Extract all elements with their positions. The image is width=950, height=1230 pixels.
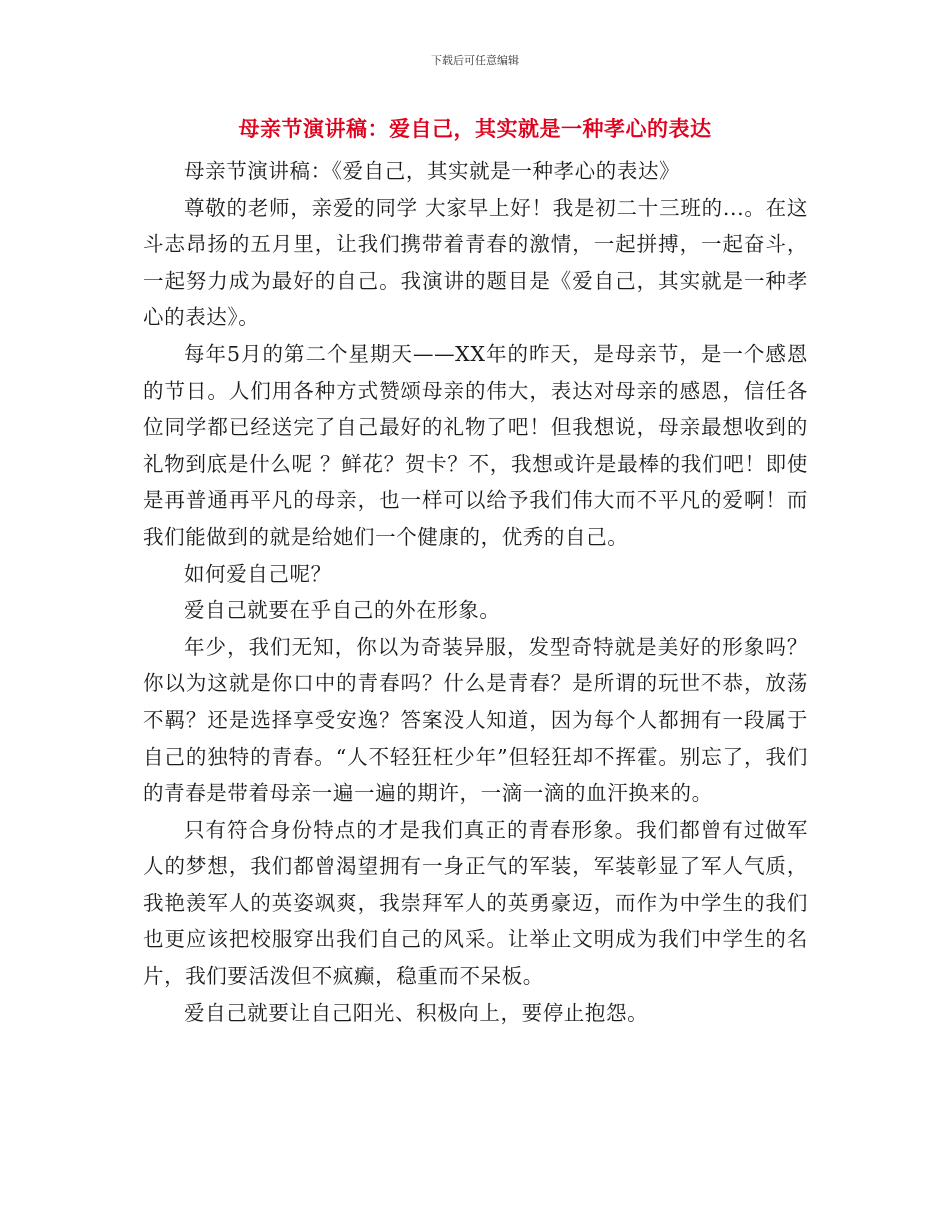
paragraph-mothers-day: 每年5月的第二个星期天——XX年的昨天，是母亲节，是一个感恩的节日。人们用各种方式赞颂母亲的伟大，表达对母亲的感恩，信任各位同学都已经送完了自己最好的礼物了吧！但我想说，母亲最想收到的礼物到底是什么呢 ？鲜花？贺卡？不，我想或许是最棒的我们吧！即使是再普通再平凡的母亲，也一样可以给予我们伟大而不平凡的爱啊！而我们能做到的就是给她们一个健康的，优秀的自己。 <box>143 341 808 549</box>
paragraph-identity: 只有符合身份特点的才是我们真正的青春形象。我们都曾有过做军人的梦想，我们都曾渴望拥有一身正气的军装，军装彰显了军人气质，我艳羡军人的英姿飒爽，我崇拜军人的英勇豪迈，而作为中学生的我们也更应该把校服穿出我们自己的风采。让举止文明成为我们中学生的名片，我们要活泼但不疯癫，稳重而不呆板。 <box>143 817 808 989</box>
paragraph-youth: 年少，我们无知，你以为奇装异服，发型奇特就是美好的形象吗？你以为这就是你口中的青春吗？什么是青春？是所谓的玩世不恭，放荡不羁？还是选择享受安逸？答案没人知道，因为每个人都拥有一段属于自己的独特的青春。“人不轻狂枉少年”但轻狂却不挥霍。别忘了，我们的青春是带着母亲一遍一遍的期许，一滴一滴的血汗换来的。 <box>143 634 808 806</box>
paragraph-point-positive: 爱自己就要让自己阳光、积极向上，要停止抱怨。 <box>184 1000 649 1025</box>
header-note: 下载后可任意编辑 <box>431 54 519 67</box>
paragraph-greeting: 尊敬的老师，亲爱的同学 大家早上好！我是初二十三班的...。在这斗志昂扬的五月里，让我们携带着青春的激情，一起拼搏，一起奋斗，一起努力成为最好的自己。我演讲的题目是《爱自己，其实就是一种孝心的表达》。 <box>143 195 808 330</box>
document-title: 母亲节演讲稿：爱自己，其实就是一种孝心的表达 <box>238 116 712 141</box>
paragraph-subtitle: 母亲节演讲稿：《爱自己，其实就是一种孝心的表达》 <box>184 159 681 183</box>
document-body <box>143 153 808 1031</box>
paragraph-point-appearance: 爱自己就要在乎自己的外在形象。 <box>184 598 501 623</box>
paragraph-question: 如何爱自己呢？ <box>184 561 332 586</box>
